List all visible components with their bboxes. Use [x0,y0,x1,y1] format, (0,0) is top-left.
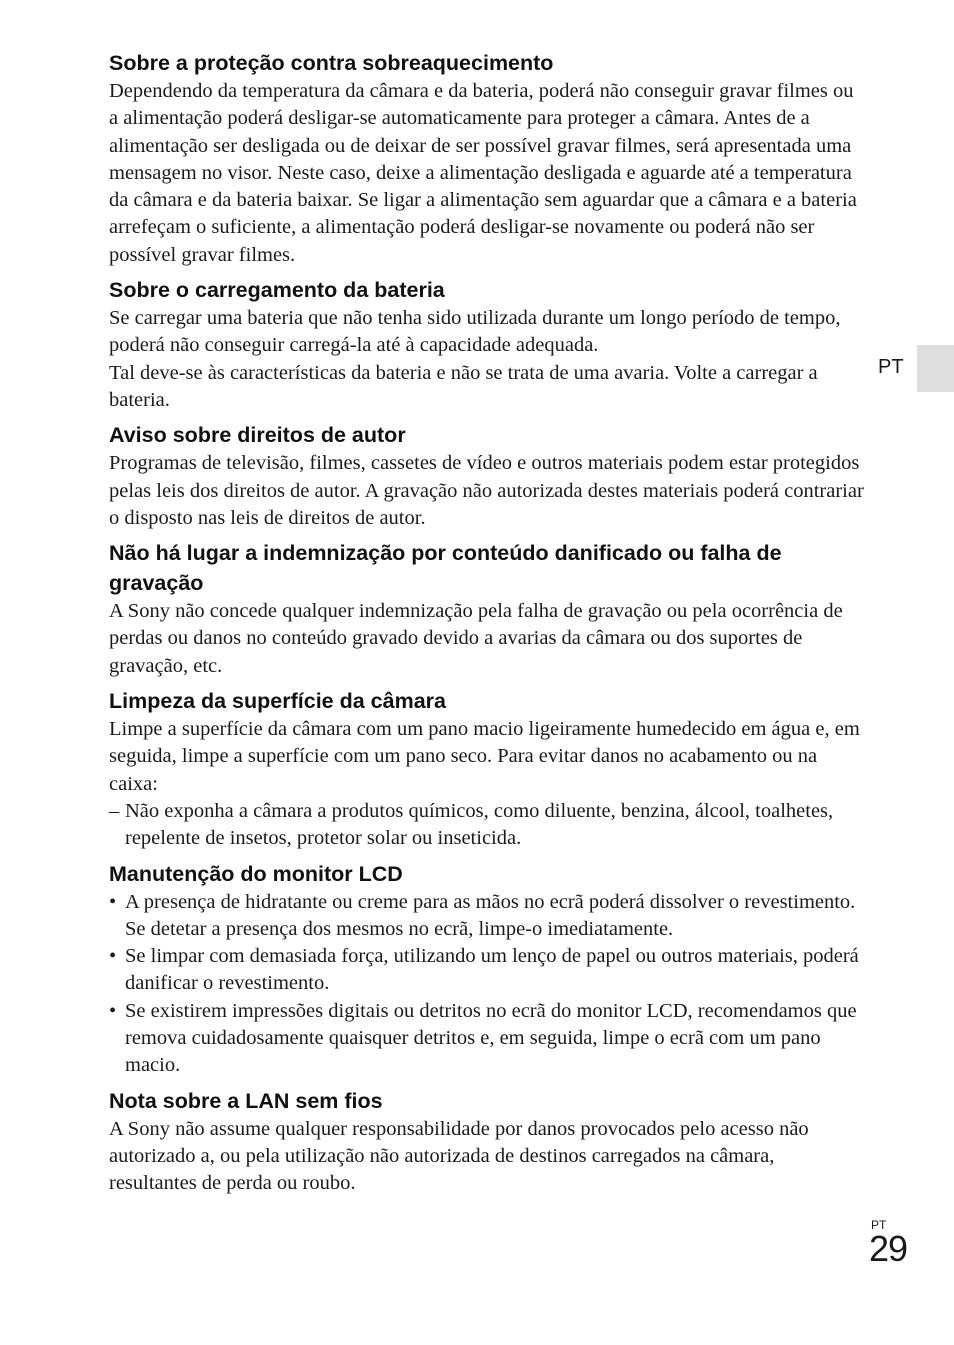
bullet-marker: • [109,999,117,1022]
section-overheating [109,48,864,269]
section-heading: Nota sobre a LAN sem fios [109,1088,383,1113]
section-paragraph: A Sony não concede qualquer indemnização pela falha de gravação ou pela ocorrência de perdas ou danos no conteúdo gravado devido a avarias da câmara ou dos suportes de gravação, etc. [109,600,843,677]
page-number: 29 [869,1228,908,1269]
language-tab-label: PT [878,356,904,378]
section-heading: Manutenção do monitor LCD [109,861,403,886]
list-item [109,943,864,998]
section-paragraph: A Sony não assume qualquer responsabilidade por danos provocados pelo acesso não autorizado a, ou pela utilização não autorizada de destinos carregados na câmara, resultantes de perda ou roubo. [109,1117,809,1195]
section-heading: Sobre o carregamento da bateria [109,278,445,303]
list-item-text: Se limpar com demasiada força, utilizando um lenço de papel ou outros materiais, poderá danificar o revestimento. [125,945,859,995]
language-tab [917,345,954,392]
bullet-list [109,889,864,1080]
list-item-text: A presença de hidratante ou creme para as mãos no ecrã poderá dissolver o revestimento. Se detetar a presença dos mesmos no ecrã, limpe-o imediatamente. [125,890,856,940]
dash-marker: – [109,799,120,822]
section-battery-charging [109,275,864,414]
section-copyright [109,420,864,532]
list-item-text: Se existirem impressões digitais ou detritos no ecrã do monitor LCD, recomendamos que remova cuidadosamente quaisquer detritos e, em seguida, limpe o ecrã com um pano macio. [125,999,857,1077]
section-heading: Aviso sobre direitos de autor [109,423,406,448]
list-item [109,798,864,853]
section-wireless-lan [109,1086,864,1198]
page-language-code: PT [871,1218,887,1232]
section-paragraph: Se carregar uma bateria que não tenha sido utilizada durante um longo período de tempo, poderá não conseguir carregá-la até à capacidade adequada. [109,307,841,357]
section-heading: Não há lugar a indemnização por conteúdo danificado ou falha de gravação [109,541,782,596]
section-paragraph: Tal deve-se às características da bateria e não se trata de uma avaria. Volte a carregar a bateria. [109,361,818,411]
page-content [109,48,864,1204]
dash-list [109,798,864,853]
section-heading: Limpeza da superfície da câmara [109,689,446,714]
bullet-marker: • [109,890,117,913]
list-item [109,889,864,944]
section-paragraph: Limpe a superfície da câmara com um pano macio ligeiramente humedecido em água e, em seguida, limpe a superfície com um pano seco. Para evitar danos no acabamento ou na caixa: [109,718,860,795]
section-heading: Sobre a proteção contra sobreaquecimento [109,51,554,75]
section-paragraph: Dependendo da temperatura da câmara e da bateria, poderá não conseguir gravar filmes ou a alimentação poderá desligar-se automaticamente para proteger a câmara. Antes de a alimentação ser desligada ou de deixar de ser possível gravar filmes, será apresentada uma mensagem no visor. Neste caso, deixe a alimentação desligada e aguarde até a temperatura da câmara e da bateria baixar. Se ligar a alimentação sem aguardar que a câmara e a bateria arrefeçam o suficiente, a alimentação poderá desligar-se novamente ou poderá não ser possível gravar filmes. [109,80,857,266]
section-no-compensation [109,538,864,680]
section-paragraph: Programas de televisão, filmes, cassetes de vídeo e outros materiais podem estar protegidos pelas leis dos direitos de autor. A gravação não autorizada destes materiais poderá contrariar o disposto nas leis de direitos de autor. [109,452,864,529]
bullet-marker: • [109,945,117,968]
section-camera-cleaning [109,686,864,852]
section-lcd-care [109,859,864,1080]
list-item [109,998,864,1080]
list-item-text: Não exponha a câmara a produtos químicos, como diluente, benzina, álcool, toalhetes, repelente de insetos, protetor solar ou inseticida. [125,799,834,850]
